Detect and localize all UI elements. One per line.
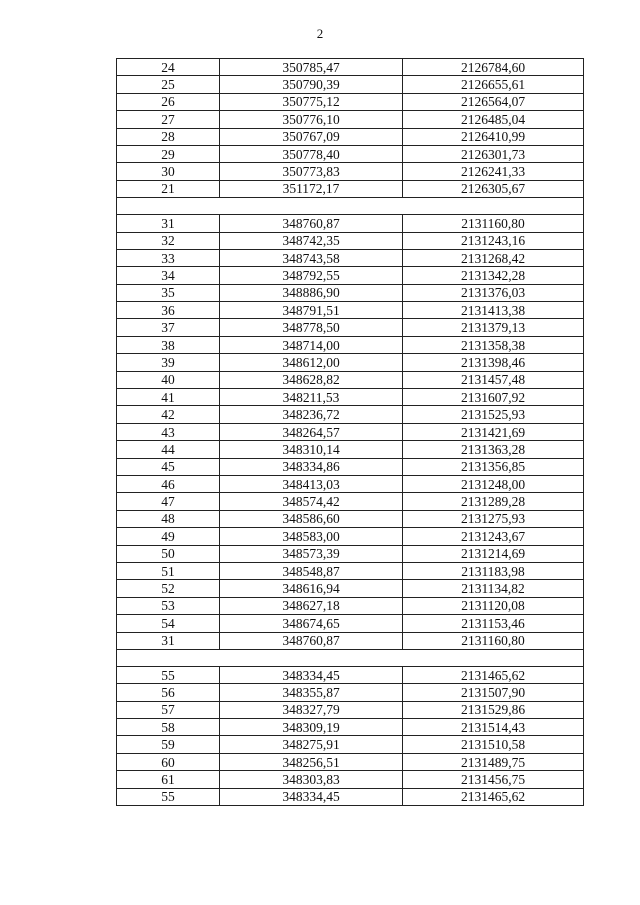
y-coordinate-cell: 2126655,61 bbox=[403, 76, 584, 93]
y-coordinate-cell: 2131289,28 bbox=[403, 493, 584, 510]
y-coordinate-cell: 2131268,42 bbox=[403, 249, 584, 266]
point-number-cell: 61 bbox=[117, 771, 220, 788]
point-number-cell: 57 bbox=[117, 701, 220, 718]
x-coordinate-cell: 350776,10 bbox=[220, 111, 403, 128]
y-coordinate-cell: 2131358,38 bbox=[403, 336, 584, 353]
y-coordinate-cell: 2131421,69 bbox=[403, 423, 584, 440]
table-row bbox=[117, 441, 584, 458]
table-row bbox=[117, 528, 584, 545]
y-coordinate-cell: 2131489,75 bbox=[403, 753, 584, 770]
x-coordinate-cell: 348674,65 bbox=[220, 615, 403, 632]
y-coordinate-cell: 2131607,92 bbox=[403, 389, 584, 406]
x-coordinate-cell: 351172,17 bbox=[220, 180, 403, 197]
point-number-cell: 25 bbox=[117, 76, 220, 93]
y-coordinate-cell: 2131356,85 bbox=[403, 458, 584, 475]
x-coordinate-cell: 348573,39 bbox=[220, 545, 403, 562]
table-row bbox=[117, 510, 584, 527]
table-row bbox=[117, 389, 584, 406]
y-coordinate-cell: 2131465,62 bbox=[403, 788, 584, 805]
table-row bbox=[117, 615, 584, 632]
point-number-cell: 52 bbox=[117, 580, 220, 597]
y-coordinate-cell: 2131379,13 bbox=[403, 319, 584, 336]
point-number-cell: 38 bbox=[117, 336, 220, 353]
x-coordinate-cell: 350773,83 bbox=[220, 163, 403, 180]
table-row bbox=[117, 580, 584, 597]
x-coordinate-cell: 348627,18 bbox=[220, 597, 403, 614]
point-number-cell: 31 bbox=[117, 632, 220, 649]
x-coordinate-cell: 348791,51 bbox=[220, 302, 403, 319]
coordinates-table-body bbox=[117, 59, 584, 806]
y-coordinate-cell: 2131398,46 bbox=[403, 354, 584, 371]
table-row bbox=[117, 215, 584, 232]
table-row bbox=[117, 128, 584, 145]
x-coordinate-cell: 348303,83 bbox=[220, 771, 403, 788]
table-row bbox=[117, 423, 584, 440]
point-number-cell: 35 bbox=[117, 284, 220, 301]
y-coordinate-cell: 2131525,93 bbox=[403, 406, 584, 423]
point-number-cell: 50 bbox=[117, 545, 220, 562]
table-row bbox=[117, 475, 584, 492]
y-coordinate-cell: 2131514,43 bbox=[403, 719, 584, 736]
table-row bbox=[117, 458, 584, 475]
x-coordinate-cell: 350785,47 bbox=[220, 59, 403, 76]
x-coordinate-cell: 348760,87 bbox=[220, 215, 403, 232]
table-row bbox=[117, 545, 584, 562]
point-number-cell: 49 bbox=[117, 528, 220, 545]
y-coordinate-cell: 2131248,00 bbox=[403, 475, 584, 492]
x-coordinate-cell: 348334,86 bbox=[220, 458, 403, 475]
y-coordinate-cell: 2131510,58 bbox=[403, 736, 584, 753]
y-coordinate-cell: 2131529,86 bbox=[403, 701, 584, 718]
table-row bbox=[117, 597, 584, 614]
x-coordinate-cell: 348275,91 bbox=[220, 736, 403, 753]
point-number-cell: 60 bbox=[117, 753, 220, 770]
point-number-cell: 51 bbox=[117, 562, 220, 579]
block-separator-row bbox=[117, 198, 584, 215]
x-coordinate-cell: 348211,53 bbox=[220, 389, 403, 406]
y-coordinate-cell: 2131134,82 bbox=[403, 580, 584, 597]
page-number: 2 bbox=[316, 26, 324, 41]
y-coordinate-cell: 2126301,73 bbox=[403, 145, 584, 162]
y-coordinate-cell: 2131183,98 bbox=[403, 562, 584, 579]
table-row bbox=[117, 753, 584, 770]
table-row bbox=[117, 493, 584, 510]
y-coordinate-cell: 2126564,07 bbox=[403, 93, 584, 110]
table-row bbox=[117, 111, 584, 128]
point-number-cell: 24 bbox=[117, 59, 220, 76]
y-coordinate-cell: 2131214,69 bbox=[403, 545, 584, 562]
point-number-cell: 29 bbox=[117, 145, 220, 162]
point-number-cell: 55 bbox=[117, 666, 220, 683]
point-number-cell: 37 bbox=[117, 319, 220, 336]
point-number-cell: 40 bbox=[117, 371, 220, 388]
x-coordinate-cell: 348760,87 bbox=[220, 632, 403, 649]
y-coordinate-cell: 2126241,33 bbox=[403, 163, 584, 180]
table-row bbox=[117, 267, 584, 284]
y-coordinate-cell: 2131342,28 bbox=[403, 267, 584, 284]
y-coordinate-cell: 2131413,38 bbox=[403, 302, 584, 319]
table-row bbox=[117, 180, 584, 197]
x-coordinate-cell: 348616,94 bbox=[220, 580, 403, 597]
table-row bbox=[117, 145, 584, 162]
y-coordinate-cell: 2131153,46 bbox=[403, 615, 584, 632]
block-separator-row bbox=[117, 649, 584, 666]
y-coordinate-cell: 2131456,75 bbox=[403, 771, 584, 788]
x-coordinate-cell: 348586,60 bbox=[220, 510, 403, 527]
x-coordinate-cell: 348743,58 bbox=[220, 249, 403, 266]
point-number-cell: 27 bbox=[117, 111, 220, 128]
table-row bbox=[117, 249, 584, 266]
x-coordinate-cell: 348334,45 bbox=[220, 788, 403, 805]
x-coordinate-cell: 348256,51 bbox=[220, 753, 403, 770]
table-row bbox=[117, 684, 584, 701]
x-coordinate-cell: 348792,55 bbox=[220, 267, 403, 284]
y-coordinate-cell: 2131120,08 bbox=[403, 597, 584, 614]
x-coordinate-cell: 350767,09 bbox=[220, 128, 403, 145]
point-number-cell: 39 bbox=[117, 354, 220, 371]
y-coordinate-cell: 2131457,48 bbox=[403, 371, 584, 388]
point-number-cell: 47 bbox=[117, 493, 220, 510]
table-row bbox=[117, 302, 584, 319]
table-row bbox=[117, 93, 584, 110]
table-row bbox=[117, 771, 584, 788]
x-coordinate-cell: 348310,14 bbox=[220, 441, 403, 458]
y-coordinate-cell: 2126305,67 bbox=[403, 180, 584, 197]
x-coordinate-cell: 348886,90 bbox=[220, 284, 403, 301]
y-coordinate-cell: 2131160,80 bbox=[403, 215, 584, 232]
y-coordinate-cell: 2126784,60 bbox=[403, 59, 584, 76]
x-coordinate-cell: 348264,57 bbox=[220, 423, 403, 440]
separator-cell bbox=[117, 198, 584, 215]
y-coordinate-cell: 2126410,99 bbox=[403, 128, 584, 145]
separator-cell bbox=[117, 649, 584, 666]
point-number-cell: 31 bbox=[117, 215, 220, 232]
y-coordinate-cell: 2131465,62 bbox=[403, 666, 584, 683]
y-coordinate-cell: 2131376,03 bbox=[403, 284, 584, 301]
point-number-cell: 46 bbox=[117, 475, 220, 492]
point-number-cell: 59 bbox=[117, 736, 220, 753]
table-row bbox=[117, 632, 584, 649]
table-row bbox=[117, 319, 584, 336]
x-coordinate-cell: 348334,45 bbox=[220, 666, 403, 683]
point-number-cell: 58 bbox=[117, 719, 220, 736]
table-row bbox=[117, 232, 584, 249]
y-coordinate-cell: 2131243,16 bbox=[403, 232, 584, 249]
y-coordinate-cell: 2131363,28 bbox=[403, 441, 584, 458]
point-number-cell: 53 bbox=[117, 597, 220, 614]
point-number-cell: 32 bbox=[117, 232, 220, 249]
table-row bbox=[117, 284, 584, 301]
point-number-cell: 41 bbox=[117, 389, 220, 406]
x-coordinate-cell: 348583,00 bbox=[220, 528, 403, 545]
point-number-cell: 45 bbox=[117, 458, 220, 475]
y-coordinate-cell: 2131160,80 bbox=[403, 632, 584, 649]
x-coordinate-cell: 350790,39 bbox=[220, 76, 403, 93]
table-row bbox=[117, 354, 584, 371]
y-coordinate-cell: 2126485,04 bbox=[403, 111, 584, 128]
table-row bbox=[117, 666, 584, 683]
point-number-cell: 28 bbox=[117, 128, 220, 145]
point-number-cell: 43 bbox=[117, 423, 220, 440]
table-row bbox=[117, 336, 584, 353]
point-number-cell: 44 bbox=[117, 441, 220, 458]
table-row bbox=[117, 406, 584, 423]
y-coordinate-cell: 2131243,67 bbox=[403, 528, 584, 545]
table-row bbox=[117, 59, 584, 76]
table-row bbox=[117, 371, 584, 388]
x-coordinate-cell: 348548,87 bbox=[220, 562, 403, 579]
point-number-cell: 56 bbox=[117, 684, 220, 701]
x-coordinate-cell: 348742,35 bbox=[220, 232, 403, 249]
point-number-cell: 34 bbox=[117, 267, 220, 284]
x-coordinate-cell: 348612,00 bbox=[220, 354, 403, 371]
table-row bbox=[117, 736, 584, 753]
point-number-cell: 42 bbox=[117, 406, 220, 423]
coordinates-table bbox=[116, 58, 584, 806]
point-number-cell: 48 bbox=[117, 510, 220, 527]
x-coordinate-cell: 348327,79 bbox=[220, 701, 403, 718]
point-number-cell: 30 bbox=[117, 163, 220, 180]
x-coordinate-cell: 348355,87 bbox=[220, 684, 403, 701]
point-number-cell: 36 bbox=[117, 302, 220, 319]
x-coordinate-cell: 348714,00 bbox=[220, 336, 403, 353]
point-number-cell: 33 bbox=[117, 249, 220, 266]
point-number-cell: 55 bbox=[117, 788, 220, 805]
x-coordinate-cell: 350778,40 bbox=[220, 145, 403, 162]
x-coordinate-cell: 348778,50 bbox=[220, 319, 403, 336]
table-row bbox=[117, 701, 584, 718]
table-row bbox=[117, 163, 584, 180]
point-number-cell: 26 bbox=[117, 93, 220, 110]
point-number-cell: 54 bbox=[117, 615, 220, 632]
y-coordinate-cell: 2131275,93 bbox=[403, 510, 584, 527]
point-number-cell: 21 bbox=[117, 180, 220, 197]
x-coordinate-cell: 348413,03 bbox=[220, 475, 403, 492]
x-coordinate-cell: 348236,72 bbox=[220, 406, 403, 423]
table-row bbox=[117, 76, 584, 93]
x-coordinate-cell: 348628,82 bbox=[220, 371, 403, 388]
x-coordinate-cell: 350775,12 bbox=[220, 93, 403, 110]
table-row bbox=[117, 719, 584, 736]
table-row bbox=[117, 788, 584, 805]
table-row bbox=[117, 562, 584, 579]
x-coordinate-cell: 348309,19 bbox=[220, 719, 403, 736]
y-coordinate-cell: 2131507,90 bbox=[403, 684, 584, 701]
x-coordinate-cell: 348574,42 bbox=[220, 493, 403, 510]
